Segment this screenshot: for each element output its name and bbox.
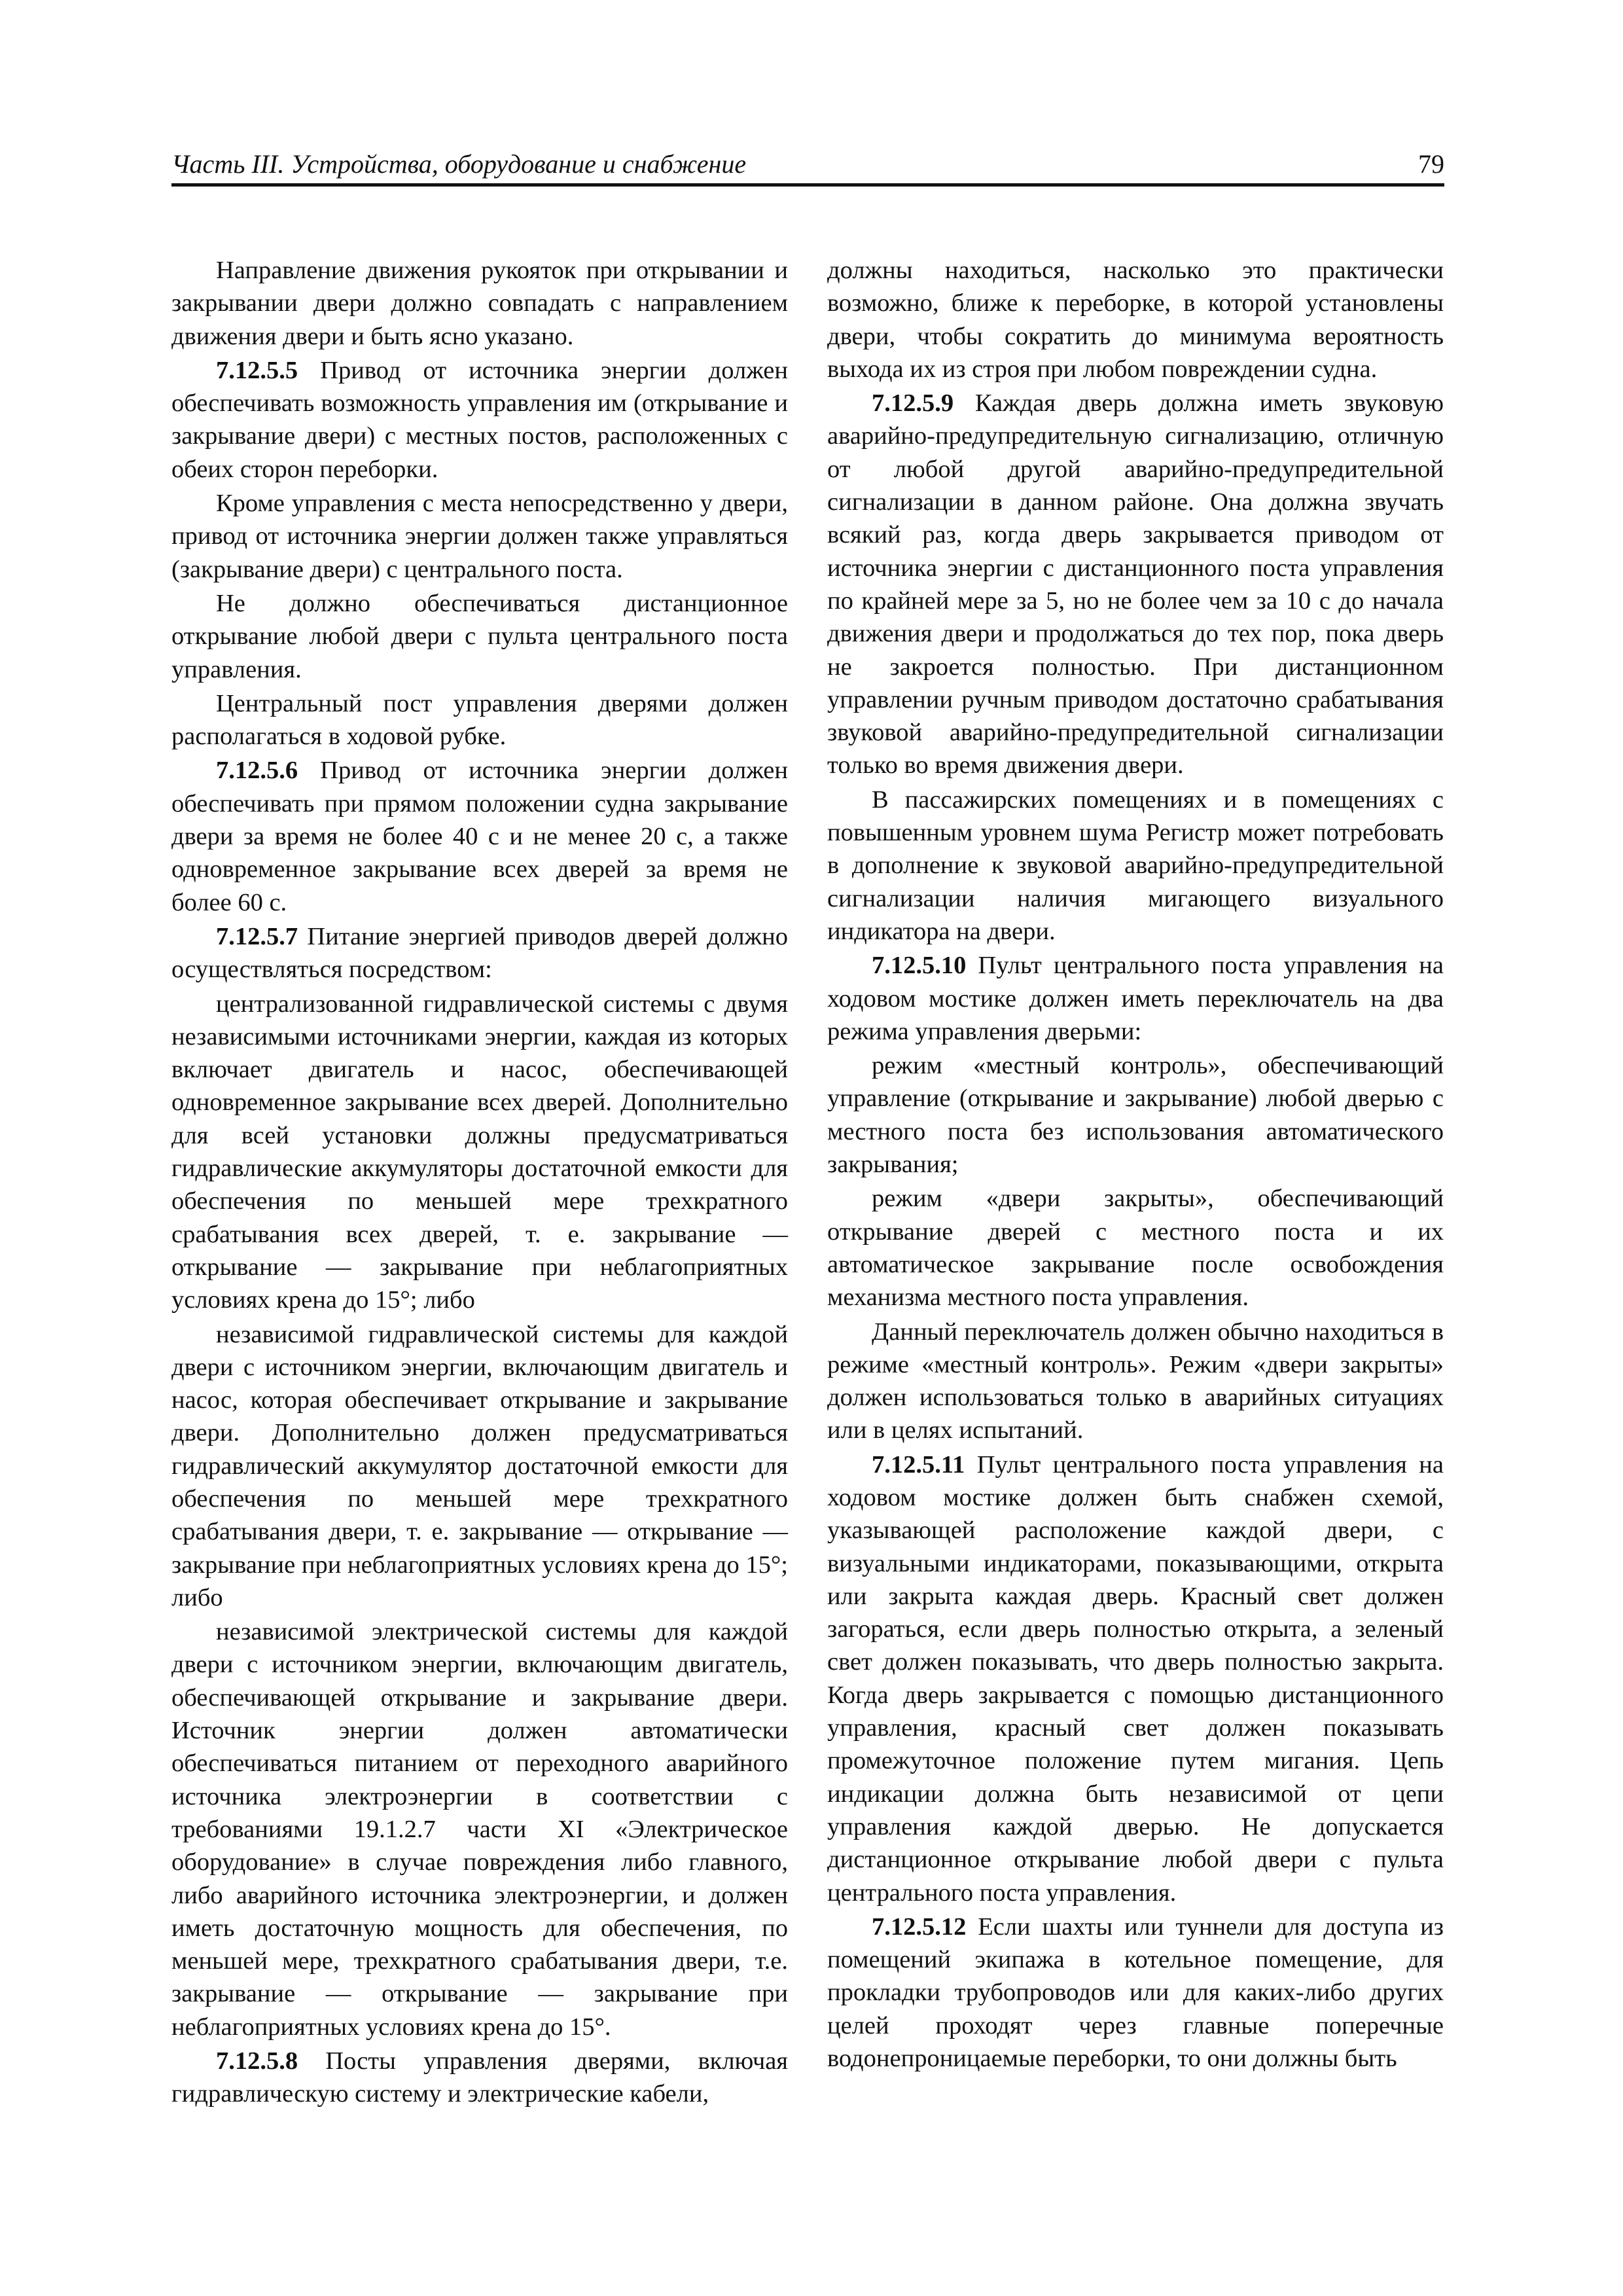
paragraph: централизованной гидравлической системы с двумя независимыми источниками энергии, каждая из которых включает двигатель и насос, обеспечивающей одновременное закрывание всех дверей. Дополнительно для всей установки должны предусматриваться гидравлические аккумуляторы достаточной емкости для обеспечения по меньшей мере трехкратного срабатывания всех дверей, т. е. закрывание — открывание — закрывание при неблагоприятных условиях крена до 15°; либо — [171, 990, 788, 1314]
page-number: 79 — [1418, 149, 1444, 179]
paragraph: Центральный пост управления дверями должен располагаться в ходовой рубке. — [171, 689, 788, 751]
paragraph: В пассажирских помещениях и в помещениях с повышенным уровнем шума Регистр может потребовать в дополнение к звуковой аварийно-предупредительной сигнализации наличия мигающего визуального индикатора на двери. — [827, 785, 1444, 945]
clause-number: 7.12.5.6 — [216, 757, 298, 785]
paragraph: 7.12.5.6 Привод от источника энергии должен обеспечивать при прямом положении судна закрывание двери за время не более 40 с и не менее 20 с, а также одновременное закрывание всех дверей за время не более 60 с. — [171, 757, 788, 916]
running-header — [171, 145, 1444, 187]
paragraph: независимой гидравлической системы для каждой двери с источником энергии, включающим двигатель и насос, которая обеспечивает открывание и закрывание двери. Дополнительно должен предусматриваться гидравлический аккумулятор достаточной емкости для обеспечения по меньшей мере трехкратного срабатывания двери, т. е. закрывание — открывание — закрывание при неблагоприятных условиях крена до 15°; либо — [171, 1320, 788, 1611]
header-title: Часть III. Устройства, оборудование и снабжение — [171, 149, 747, 179]
paragraph: режим «двери закрыты», обеспечивающий открывание дверей с местного поста и их автоматическое закрывание после освобождения механизма местного поста управления. — [827, 1185, 1444, 1312]
paragraph: 7.12.5.11 Пульт центрального поста управления на ходовом мостике должен быть снабжен схемой, указывающей расположение каждой двери, с визуальными индикаторами, показывающими, открыта или закрыта каждая дверь. Красный свет должен загораться, если дверь полностью открыта, а зеленый свет должен показывать, что дверь полностью закрыта. Когда дверь закрывается с помощью дистанционного управления, красный свет должен показывать промежуточное положение путем мигания. Цепь индикации должна быть независимой от цепи управления каждой дверью. Не допускается дистанционное открывание любой двери с пульта центрального поста управления. — [827, 1450, 1444, 1907]
paragraph: Не должно обеспечиваться дистанционное открывание любой двери с пульта центрального поста управления. — [171, 589, 788, 683]
paragraph: 7.12.5.7 Питание энергией приводов дверей должно осуществляться посредством: — [171, 922, 788, 984]
clause-number: 7.12.5.8 — [216, 2047, 298, 2075]
clause-number: 7.12.5.7 — [216, 922, 298, 950]
right-column — [827, 254, 1444, 2076]
paragraph: Данный переключатель должен обычно находиться в режиме «местный контроль». Режим «двери закрыты» должен использоваться только в аварийных ситуациях или в целях испытаний. — [827, 1318, 1444, 1444]
paragraph: режим «местный контроль», обеспечивающий управление (открывание и закрывание) любой дверью с местного поста без использования автоматического закрывания; — [827, 1052, 1444, 1179]
clause-number: 7.12.5.12 — [872, 1912, 967, 1941]
left-column — [171, 254, 788, 2112]
clause-number: 7.12.5.10 — [872, 952, 967, 980]
paragraph: 7.12.5.5 Привод от источника энергии должен обеспечивать возможность управления им (открывание и закрывание двери) с местных постов, расположенных с обеих сторон переборки. — [171, 356, 788, 483]
clause-number: 7.12.5.5 — [216, 356, 298, 384]
paragraph: 7.12.5.8 Посты управления дверями, включая гидравлическую систему и электрические кабели, — [171, 2047, 788, 2108]
paragraph: 7.12.5.10 Пульт центрального поста управления на ходовом мостике должен иметь переключатель на два режима управления дверьми: — [827, 952, 1444, 1045]
paragraph: Направление движения рукояток при открывании и закрывании двери должно совпадать с направлением движения двери и быть ясно указано. — [171, 257, 788, 350]
paragraph: 7.12.5.9 Каждая дверь должна иметь звуковую аварийно-предупредительную сигнализацию, отличную от любой другой аварийно-предупредительной сигнализации в данном районе. Она должна звучать всякий раз, когда дверь закрывается приводом от источника энергии с дистанционного поста управления по крайней мере за 5, но не более чем за 10 с до начала движения двери и продолжаться до тех пор, пока дверь не закроется полностью. При дистанционном управлении ручным приводом достаточно срабатывания звуковой аварийно-предупредительной сигнализации только во время движения двери. — [827, 389, 1444, 780]
paragraph: Кроме управления с места непосредственно у двери, привод от источника энергии должен также управляться (закрывание двери) с центрального поста. — [171, 490, 788, 583]
clause-number: 7.12.5.9 — [872, 389, 954, 418]
paragraph: должны находиться, насколько это практически возможно, ближе к переборке, в которой установлены двери, чтобы сократить до минимума вероятность выхода их из строя при любом повреждении судна. — [827, 257, 1444, 383]
clause-number: 7.12.5.11 — [872, 1450, 965, 1479]
paragraph: независимой электрической системы для каждой двери с источником энергии, включающим двигатель, обеспечивающей открывание и закрывание двери. Источник энергии должен автоматически обеспечиваться питанием от переходного аварийного источника электроэнергии в соответствии с требованиями 19.1.2.7 части XI «Электрическое оборудование» в случае повреждения либо главного, либо аварийного источника электроэнергии, и должен иметь достаточную мощность для обеспечения, по меньшей мере, трехкратного срабатывания двери, т.е. закрывание — открывание — закрывание при неблагоприятных условиях крена до 15°. — [171, 1618, 788, 2041]
paragraph: 7.12.5.12 Если шахты или туннели для доступа из помещений экипажа в котельное помещение, для прокладки трубопроводов или для каких-либо других целей проходят через главные поперечные водонепроницаемые переборки, то они должны быть — [827, 1912, 1444, 2073]
